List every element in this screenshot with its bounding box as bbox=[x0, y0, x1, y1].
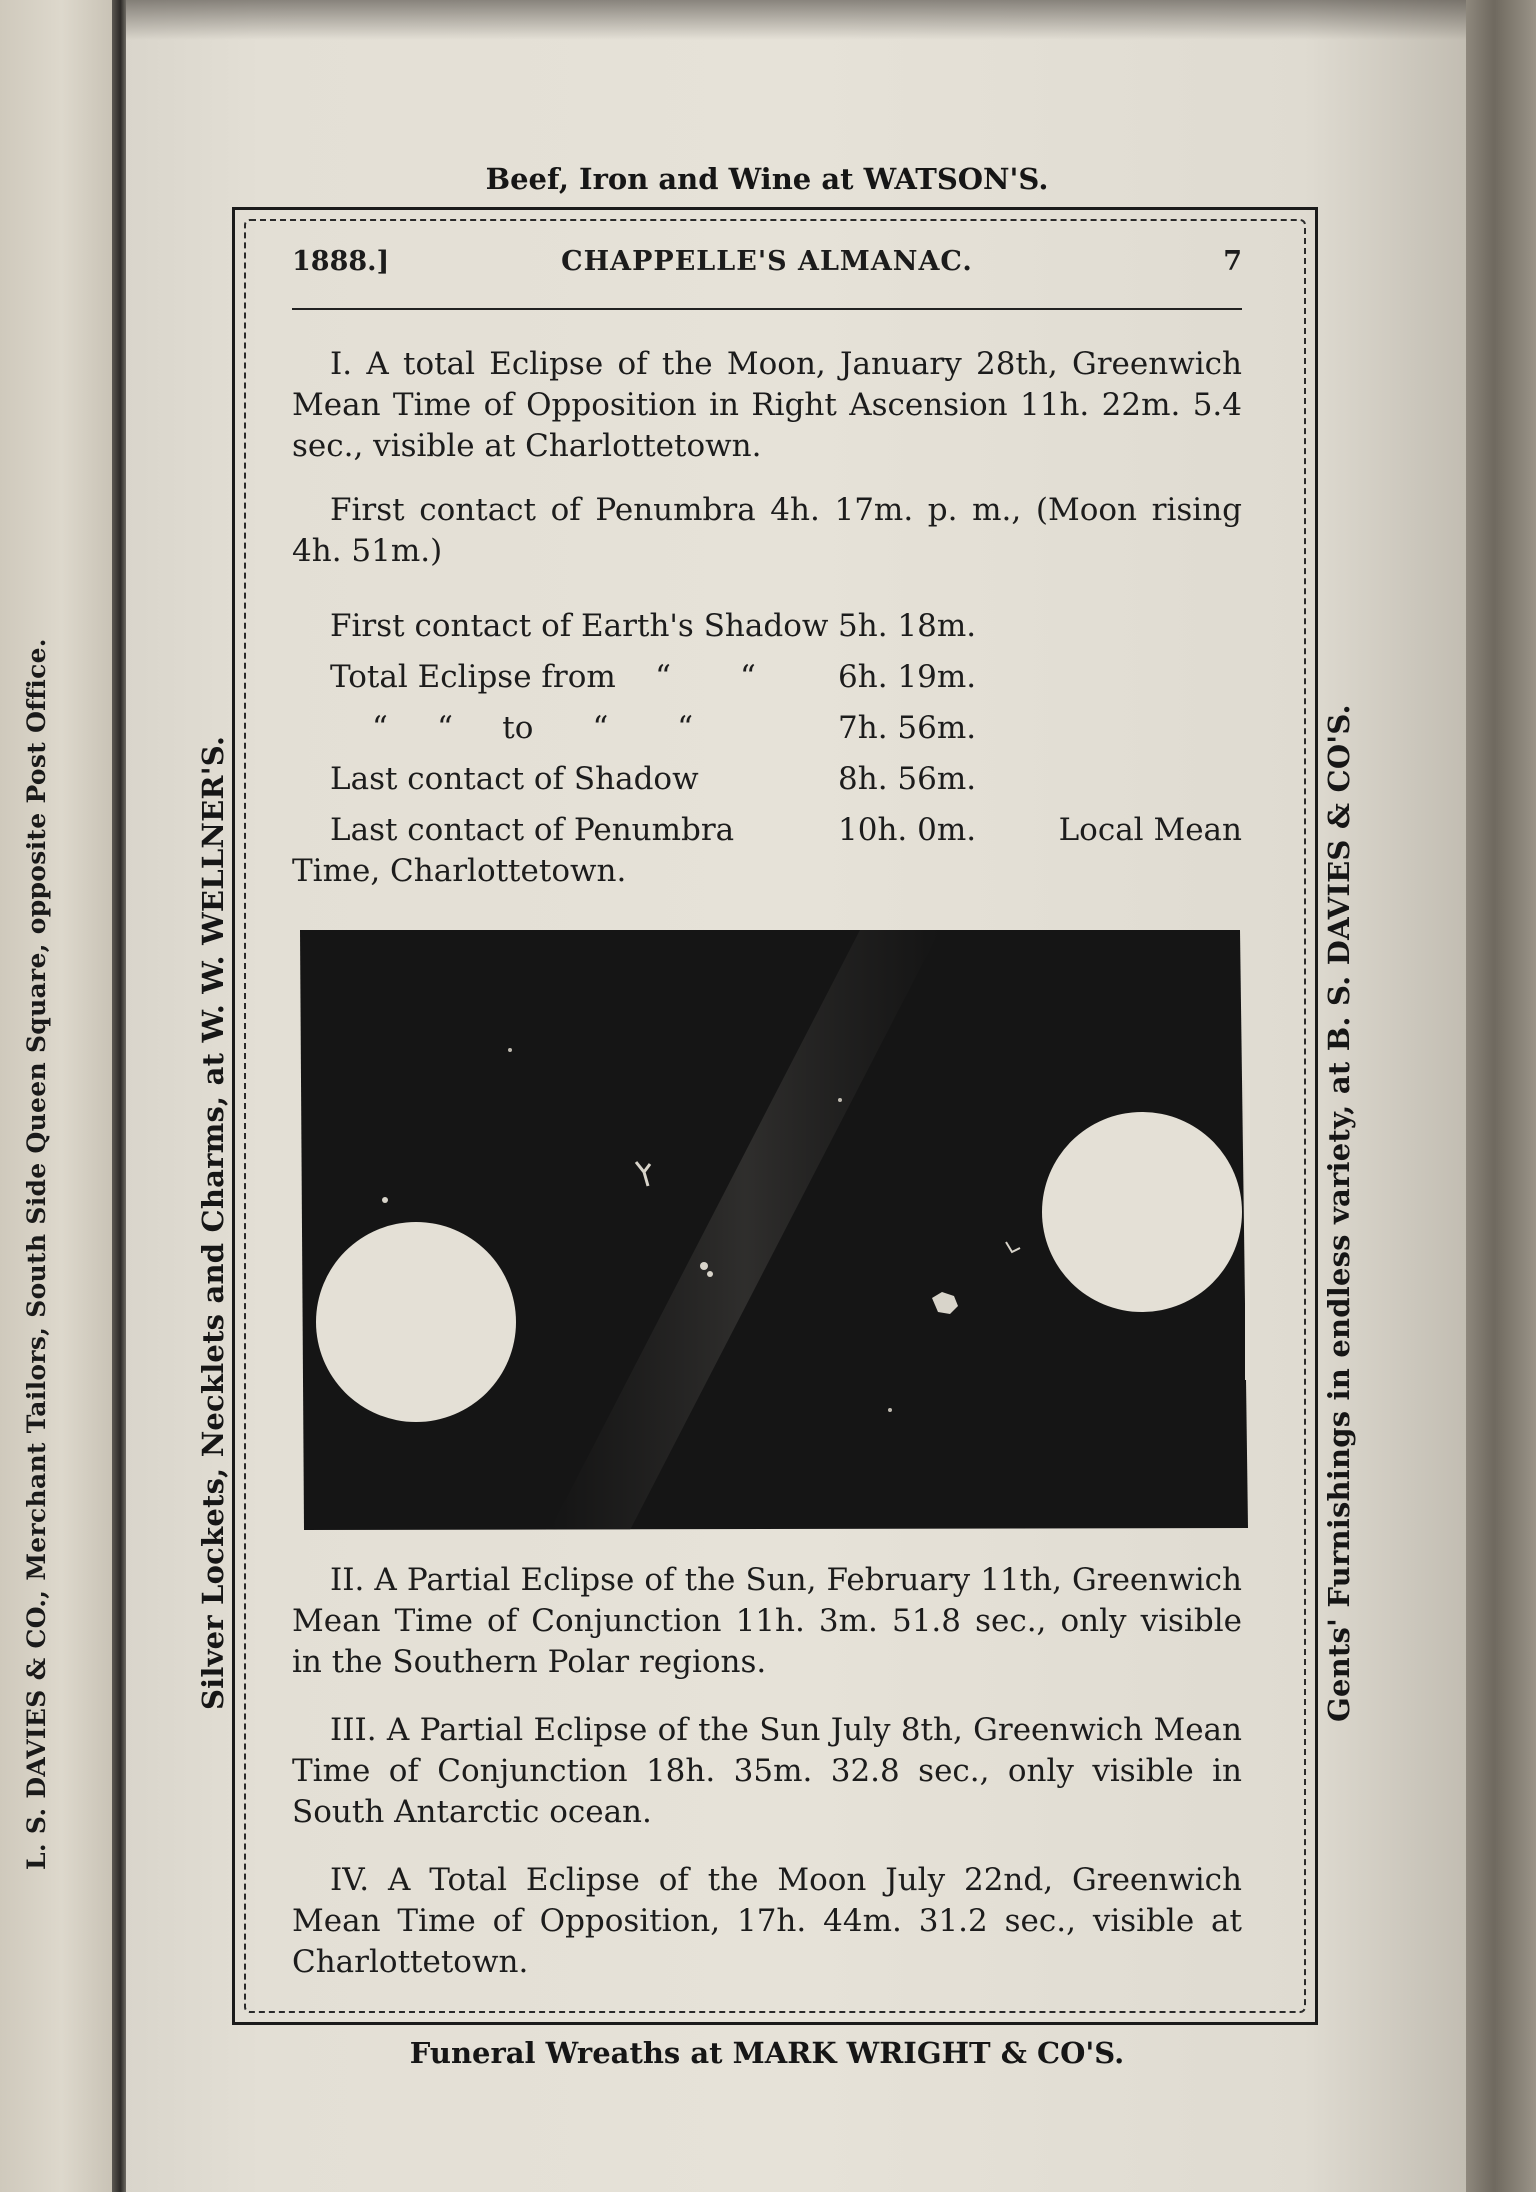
contact-continuation: Time, Charlottetown. bbox=[292, 853, 627, 889]
header-rule bbox=[292, 308, 1242, 310]
contact-time: 8h. 56m. bbox=[838, 761, 977, 797]
facing-page-margin-text: L. S. DAVIES & CO., Merchant Tailors, South Side Queen Square, opposite Post Office. bbox=[22, 638, 51, 1870]
eclipse-two-paragraph: II. A Partial Eclipse of the Sun, February 11th, Greenwich Mean Time of Conjunction 11h. 3m. 51.8 sec., only visible in the Southern Polar regions. bbox=[292, 1562, 1242, 1680]
eclipse-plate-svg bbox=[300, 930, 1250, 1530]
moon-left-icon bbox=[316, 1222, 516, 1422]
penumbra-note: First contact of Penumbra 4h. 17m. p. m., (Moon rising 4h. 51m.) bbox=[292, 492, 1242, 569]
plate-edge-mask bbox=[1245, 1080, 1250, 1380]
page-number: 7 bbox=[1223, 246, 1242, 277]
plate-speck bbox=[707, 1271, 713, 1277]
contact-time: 10h. 0m. bbox=[838, 812, 977, 848]
plate-speck bbox=[700, 1262, 708, 1270]
eclipse-one-paragraph: I. A total Eclipse of the Moon, January 28th, Greenwich Mean Time of Opposition in Right Ascension 11h. 22m. 5.4 sec., visible at Charlottetown. bbox=[292, 346, 1242, 464]
top-advertisement: Beef, Iron and Wine at WATSON'S. bbox=[485, 162, 1049, 196]
left-advertisement: Silver Lockets, Necklets and Charms, at W. W. WELLNER'S. bbox=[196, 735, 230, 1710]
plate-speck bbox=[508, 1048, 512, 1052]
contact-row bbox=[330, 659, 1242, 710]
top-shadow bbox=[126, 0, 1466, 40]
header-year: 1888.] bbox=[292, 246, 390, 277]
contact-row bbox=[330, 812, 1242, 854]
page-edge-shadow bbox=[1466, 0, 1536, 2192]
contact-label: Last contact of Shadow bbox=[330, 761, 699, 797]
header-title: CHAPPELLE'S ALMANAC. bbox=[561, 246, 973, 277]
right-advertisement: Gents' Furnishings in endless variety, at B. S. DAVIES & CO'S. bbox=[1322, 704, 1356, 1722]
plate-speck bbox=[888, 1408, 892, 1412]
book-spine bbox=[112, 0, 126, 2192]
contact-label: Last contact of Penumbra bbox=[330, 812, 735, 848]
contact-label: Total Eclipse from “ “ bbox=[330, 659, 756, 695]
bottom-advertisement: Funeral Wreaths at MARK WRIGHT & CO'S. bbox=[409, 2036, 1125, 2070]
contact-time: 7h. 56m. bbox=[838, 710, 977, 746]
contact-row bbox=[330, 761, 1242, 812]
contact-row bbox=[330, 608, 1242, 659]
plate-speck bbox=[382, 1197, 388, 1203]
eclipse-four-paragraph: IV. A Total Eclipse of the Moon July 22nd, Greenwich Mean Time of Opposition, 17h. 44m. 31.2 sec., visible at Charlottetown. bbox=[292, 1862, 1242, 1980]
contact-label: “ “ to “ “ bbox=[372, 710, 694, 746]
contact-tail: Local Mean bbox=[1058, 812, 1242, 848]
contact-time: 6h. 19m. bbox=[838, 659, 977, 695]
running-header bbox=[292, 246, 1242, 290]
contact-times-list bbox=[330, 608, 1242, 854]
contact-time: 5h. 18m. bbox=[838, 608, 977, 644]
eclipse-three-paragraph: III. A Partial Eclipse of the Sun July 8th, Greenwich Mean Time of Conjunction 18h. 35m. 32.8 sec., only visible in South Antarctic ocean. bbox=[292, 1712, 1242, 1830]
eclipse-illustration bbox=[300, 930, 1250, 1530]
contact-row bbox=[330, 710, 1242, 761]
contact-label: First contact of Earth's Shadow bbox=[330, 608, 829, 644]
facing-page bbox=[0, 0, 112, 2192]
moon-right-icon bbox=[1042, 1112, 1242, 1312]
plate-speck bbox=[838, 1098, 842, 1102]
